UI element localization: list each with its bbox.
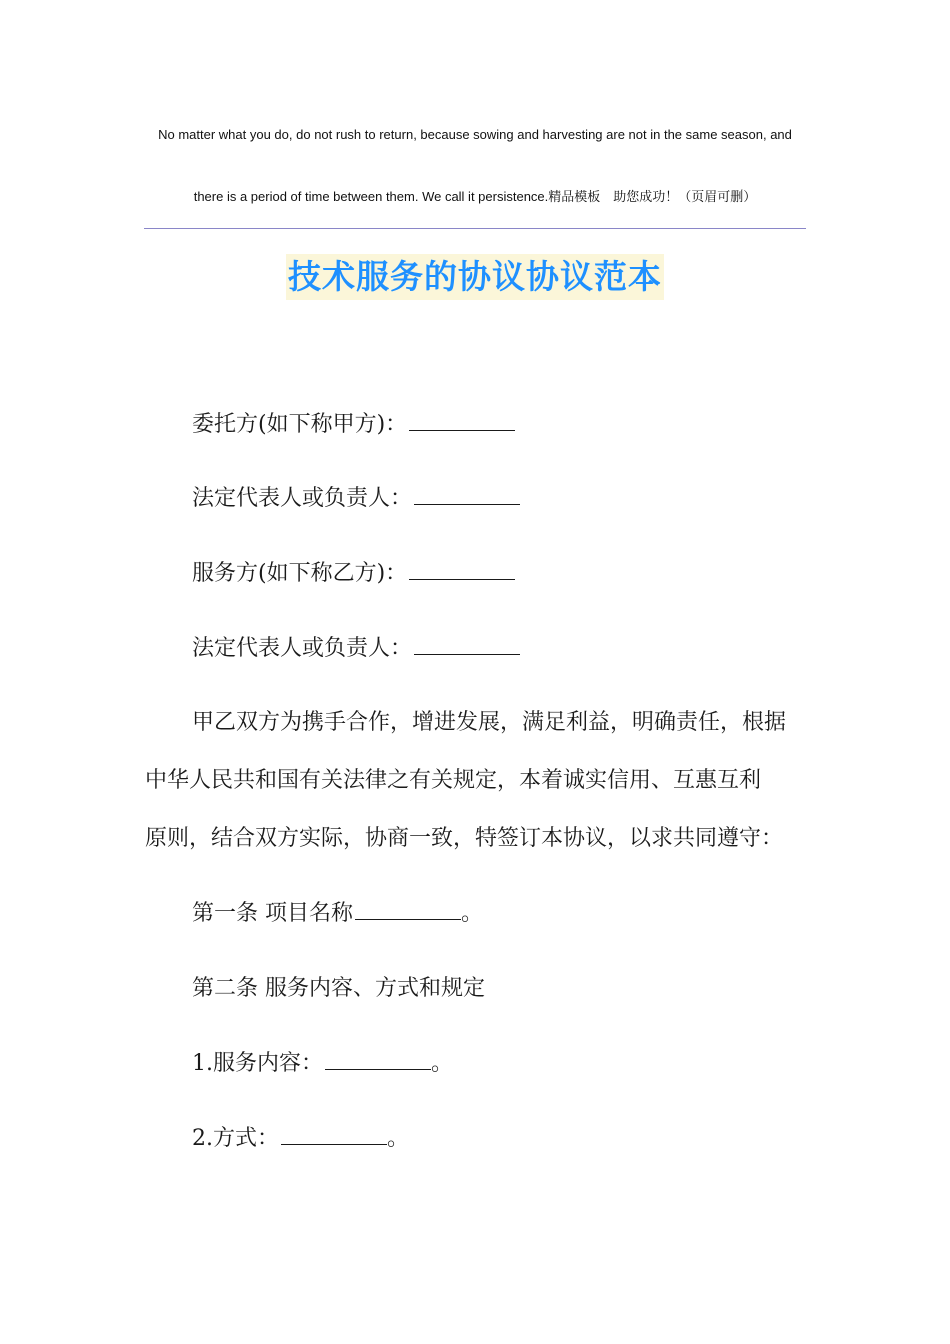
header-text-line-1: No matter what you do, do not rush to return, because sowing and harvesting are not in the same season, and <box>158 127 792 142</box>
item-2-blank <box>281 1124 387 1145</box>
field-provider-rep <box>192 634 520 664</box>
header-text-line-2: there is a period of time between them. We call it persistence.精品模板 助您成功！（页眉可删） <box>193 189 757 204</box>
item-1-blank <box>325 1049 431 1070</box>
field-client <box>192 410 515 440</box>
field-provider <box>192 559 515 589</box>
field-provider-rep-label: 法定代表人或负责人： <box>192 636 413 661</box>
field-client-label: 委托方(如下称甲方)： <box>192 412 408 437</box>
preamble-line-3: 原则，结合双方实际，协商一致，特签订本协议，以求共同遵守： <box>145 826 784 851</box>
document-title: 技术服务的协议协议范本 <box>286 254 664 300</box>
field-provider-rep-blank <box>414 634 520 655</box>
article-2-item-2 <box>192 1124 409 1154</box>
item-2-end: 。 <box>387 1126 410 1151</box>
preamble-line-1: 甲乙双方为携手合作，增进发展，满足利益，明确责任，根据 <box>192 710 787 735</box>
article-2: 第二条 服务内容、方式和规定 <box>192 976 485 1001</box>
item-1-label: 1.服务内容： <box>192 1051 323 1076</box>
title-container <box>0 254 950 300</box>
article-2-item-1 <box>192 1049 453 1079</box>
field-client-rep <box>192 484 520 514</box>
field-client-blank <box>409 410 515 431</box>
item-1-end: 。 <box>431 1051 454 1076</box>
article-1-end: 。 <box>461 901 484 926</box>
field-provider-blank <box>409 559 515 580</box>
article-1-blank <box>355 899 461 920</box>
field-client-rep-blank <box>414 484 520 505</box>
article-1-label: 第一条 项目名称 <box>192 901 353 926</box>
field-provider-label: 服务方(如下称乙方)： <box>192 561 408 586</box>
header-divider <box>144 228 806 229</box>
field-client-rep-label: 法定代表人或负责人： <box>192 486 413 511</box>
item-2-label: 2.方式： <box>192 1126 279 1151</box>
preamble-line-2: 中华人民共和国有关法律之有关规定，本着诚实信用、互惠互利 <box>145 768 762 793</box>
article-1 <box>192 899 483 929</box>
